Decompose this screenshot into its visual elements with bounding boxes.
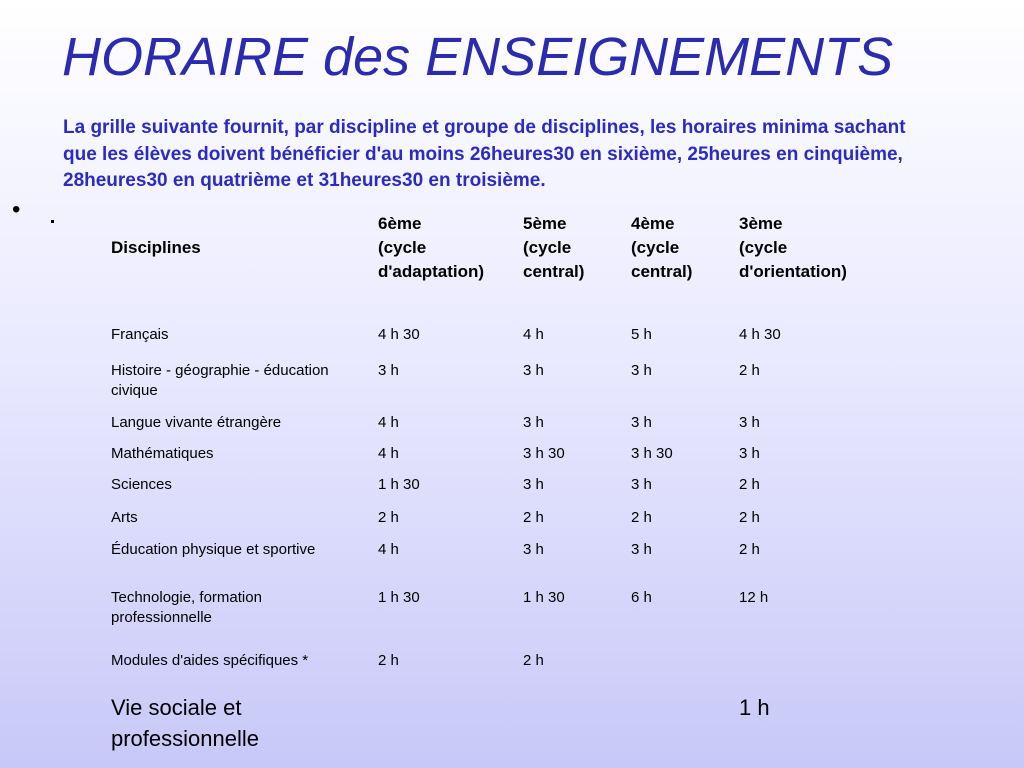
row-eps-4eme: 3 h	[631, 541, 652, 558]
row-techno-discipline-line2: professionnelle	[111, 609, 212, 626]
row-arts-discipline: Arts	[111, 509, 138, 526]
header-6eme-line1: 6ème	[378, 214, 422, 233]
row-techno-6eme: 1 h 30	[378, 589, 420, 606]
row-eps-3eme: 2 h	[739, 541, 760, 558]
row-francais-3eme: 4 h 30	[739, 326, 781, 343]
row-maths-6eme: 4 h	[378, 445, 399, 462]
row-langue-3eme: 3 h	[739, 414, 760, 431]
row-arts-5eme: 2 h	[523, 509, 544, 526]
row-maths-3eme: 3 h	[739, 445, 760, 462]
row-francais-4eme: 5 h	[631, 326, 652, 343]
header-5eme-line2: (cycle	[523, 238, 572, 257]
header-disciplines: Disciplines	[111, 238, 201, 257]
row-arts-4eme: 2 h	[631, 509, 652, 526]
header-3eme-line1: 3ème	[739, 214, 783, 233]
row-histoire-discipline-line2: civique	[111, 382, 158, 399]
header-5eme-line3: central)	[523, 262, 585, 281]
header-6eme-line2: (cycle	[378, 238, 427, 257]
row-francais-discipline: Français	[111, 326, 169, 343]
header-5eme-line1: 5ème	[523, 214, 567, 233]
row-maths-5eme: 3 h 30	[523, 445, 565, 462]
row-langue-discipline: Langue vivante étrangère	[111, 414, 282, 431]
row-modules-5eme: 2 h	[523, 652, 544, 669]
row-histoire-5eme: 3 h	[523, 362, 544, 379]
row-eps-6eme: 4 h	[378, 541, 399, 558]
row-techno-4eme: 6 h	[631, 589, 652, 606]
row-sciences-5eme: 3 h	[523, 476, 544, 493]
row-langue-4eme: 3 h	[631, 414, 652, 431]
header-3eme-line2: (cycle	[739, 238, 788, 257]
row-sciences-6eme: 1 h 30	[378, 476, 420, 493]
row-histoire-discipline-line1: Histoire - géographie - éducation	[111, 362, 329, 379]
header-4eme-line2: (cycle	[631, 238, 680, 257]
header-6eme-line3: d'adaptation)	[378, 262, 485, 281]
row-sciences-3eme: 2 h	[739, 476, 760, 493]
row-vie-sociale-3eme: 1 h	[739, 695, 770, 720]
row-maths-4eme: 3 h 30	[631, 445, 673, 462]
row-techno-3eme: 12 h	[739, 589, 769, 606]
row-vie-sociale-discipline-line1: Vie sociale et	[111, 695, 242, 720]
header-4eme-line3: central)	[631, 262, 693, 281]
row-techno-discipline-line1: Technologie, formation	[111, 589, 262, 606]
row-langue-6eme: 4 h	[378, 414, 399, 431]
slide-title: HORAIRE des ENSEIGNEMENTS	[62, 27, 894, 87]
row-modules-6eme: 2 h	[378, 652, 399, 669]
row-maths-discipline: Mathématiques	[111, 445, 214, 462]
header-4eme-line1: 4ème	[631, 214, 675, 233]
row-histoire-4eme: 3 h	[631, 362, 652, 379]
row-eps-discipline: Éducation physique et sportive	[111, 541, 316, 558]
row-eps-5eme: 3 h	[523, 541, 544, 558]
row-sciences-discipline: Sciences	[111, 476, 172, 493]
row-histoire-3eme: 2 h	[739, 362, 760, 379]
row-histoire-6eme: 3 h	[378, 362, 399, 379]
intro-paragraph: La grille suivante fournit, par discipline et groupe de disciplines, les horaires minima sachant que les élèves doivent bénéficier d'au moins 26heures30 en sixième, 25heures en cinquième, 28heures30 en quatrième et 31heures30 en troisième.	[63, 117, 906, 191]
row-modules-discipline: Modules d'aides spécifiques *	[111, 652, 309, 669]
row-arts-3eme: 2 h	[739, 509, 760, 526]
header-3eme-line3: d'orientation)	[739, 262, 847, 281]
row-sciences-4eme: 3 h	[631, 476, 652, 493]
row-francais-5eme: 4 h	[523, 326, 544, 343]
row-francais-6eme: 4 h 30	[378, 326, 420, 343]
row-arts-6eme: 2 h	[378, 509, 399, 526]
bullet-icon: •	[12, 196, 21, 223]
row-langue-5eme: 3 h	[523, 414, 544, 431]
row-techno-5eme: 1 h 30	[523, 589, 565, 606]
row-vie-sociale-discipline-line2: professionnelle	[111, 726, 259, 751]
